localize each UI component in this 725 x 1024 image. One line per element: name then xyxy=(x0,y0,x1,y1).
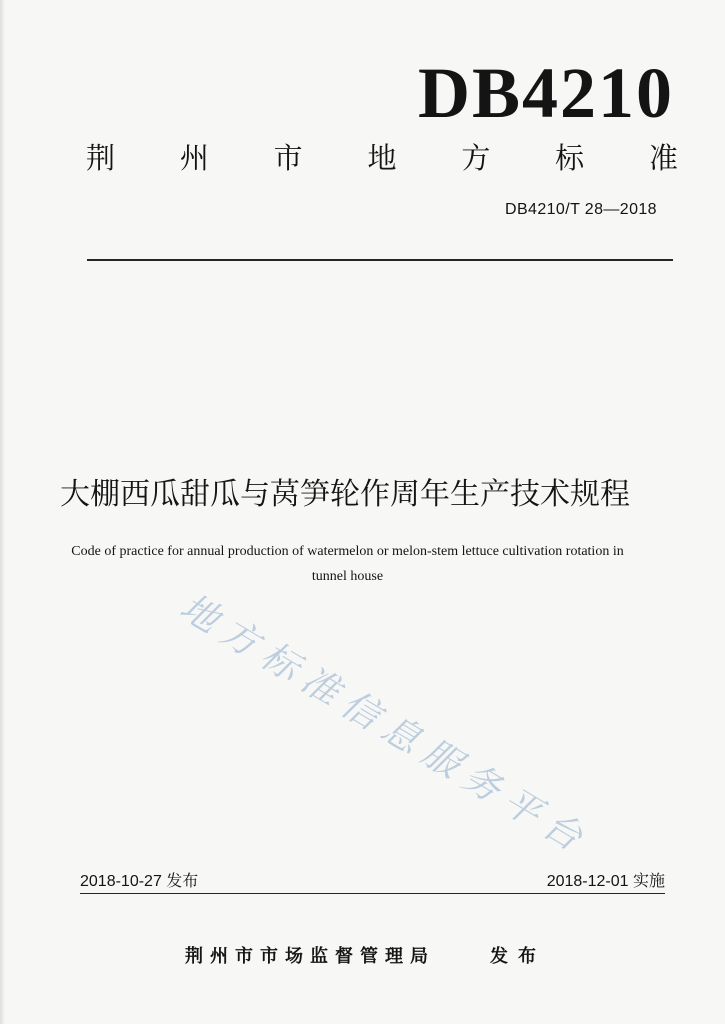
english-title-line: tunnel house xyxy=(311,569,384,584)
dates-divider xyxy=(80,893,665,894)
implementation-date: 2018-12-01 实施 xyxy=(546,873,665,890)
watermark: 地方标准信息服务平台 xyxy=(172,585,598,865)
standard-category-heading xyxy=(86,143,678,173)
category-char: 标 xyxy=(555,141,585,175)
category-char: 准 xyxy=(648,141,678,175)
issuing-authority: 荆州市市场监督管理局 xyxy=(185,946,435,967)
category-char: 荆 xyxy=(86,141,116,175)
category-char: 州 xyxy=(179,141,209,175)
document-title-english xyxy=(40,539,655,589)
document-title-chinese: 大棚西瓜甜瓜与莴笋轮作周年生产技术规程 xyxy=(60,477,630,512)
issue-date: 2018-10-27 发布 xyxy=(80,873,199,890)
issue-label: 发布 xyxy=(490,946,546,967)
standard-number: DB4210/T 28—2018 xyxy=(505,201,657,218)
standard-code-mark: DB4210 xyxy=(417,53,674,133)
category-char: 方 xyxy=(461,141,491,175)
header-divider xyxy=(87,259,673,261)
category-char: 地 xyxy=(367,141,397,175)
english-title-line: Code of practice for annual production of watermelon or melon-stem lettuce cultivation rotation in xyxy=(71,544,624,559)
scan-edge-shadow xyxy=(0,0,5,1024)
category-char: 市 xyxy=(273,141,303,175)
